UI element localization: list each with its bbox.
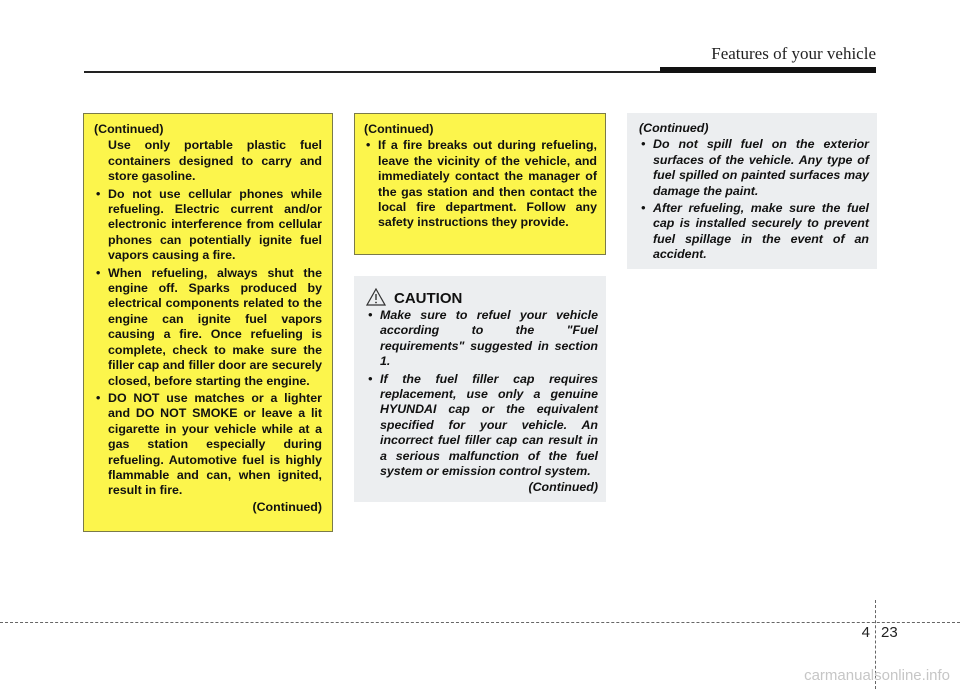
list-item: • After refueling, make sure the fuel cap is installed securely to prevent fuel spillage in the event of an accident. [641,201,869,262]
list-item: • DO NOT use matches or a lighter and DO NOT SMOKE or leave a lit cigarette in your vehicle while at a gas station especially during refueling. Automotive fuel is highly flammable and can, when ignited, result in fire. [96,390,322,498]
caution-list [366,308,598,479]
chapter-number: 4 [861,624,870,641]
bullet-icon: • [641,201,646,216]
caution-list [639,137,869,262]
footer-rule [0,622,960,623]
bullet-icon: • [96,265,101,280]
caution-title: CAUTION [394,289,463,307]
warning-box-continued-2 [354,113,606,255]
bullet-icon: • [96,186,101,201]
section-title: Features of your vehicle [711,44,876,63]
caution-header [366,284,598,306]
bullet-icon: • [368,371,373,386]
caution-box [354,276,606,502]
continued-label: (Continued) [364,122,434,136]
warning-list [364,138,597,230]
list-item: • Do not spill fuel on the exterior surfaces of the vehicle. Any type of fuel spilled on painted surfaces may damage the paint. [641,137,869,198]
list-item: • If the fuel filler cap requires replacement, use only a genuine HYUNDAI cap or the equivalent specified for your vehicle. An incorrect fuel filler cap can result in a serious malfunction of the fuel system or emission control system. [368,371,598,479]
continued-label: (Continued) [94,122,164,136]
bullet-icon: • [366,138,371,153]
list-item: • Do not use cellular phones while refueling. Electric current and/or electronic interference from cellular phones can potentially ignite fuel vapors causing a fire. [96,186,322,263]
list-item: • When refueling, always shut the engine off. Sparks produced by electrical components related to the engine can ignite fuel vapors causing a fire. Once refueling is complete, check to make sure the filler cap and filler door are securely closed, before starting the engine. [96,265,322,388]
page-number: 23 [881,624,898,641]
watermark: carmanualsonline.info [804,667,950,684]
list-item: • Make sure to refuel your vehicle according to the "Fuel requirements" suggested in section 1. [368,308,598,369]
bullet-icon: • [368,308,373,322]
warning-triangle-icon [366,288,386,306]
warning-list [94,187,322,499]
bullet-icon: • [641,137,646,152]
header-rule-accent [660,67,876,73]
continued-label: (Continued) [252,499,322,514]
caution-box-continued [627,113,877,269]
list-item: • If a fire breaks out during refueling, leave the vicinity of the vehicle, and immediately contact the manager of the gas station and then contact the local fire department. Follow any safety instructions they provide. [366,138,597,230]
warning-box-continued-1 [83,113,333,532]
continued-label: (Continued) [528,480,598,495]
continued-label: (Continued) [639,121,709,135]
warning-paragraph: Use only portable plastic fuel containers designed to carry and store gasoline. [108,138,322,184]
bullet-icon: • [96,390,101,405]
